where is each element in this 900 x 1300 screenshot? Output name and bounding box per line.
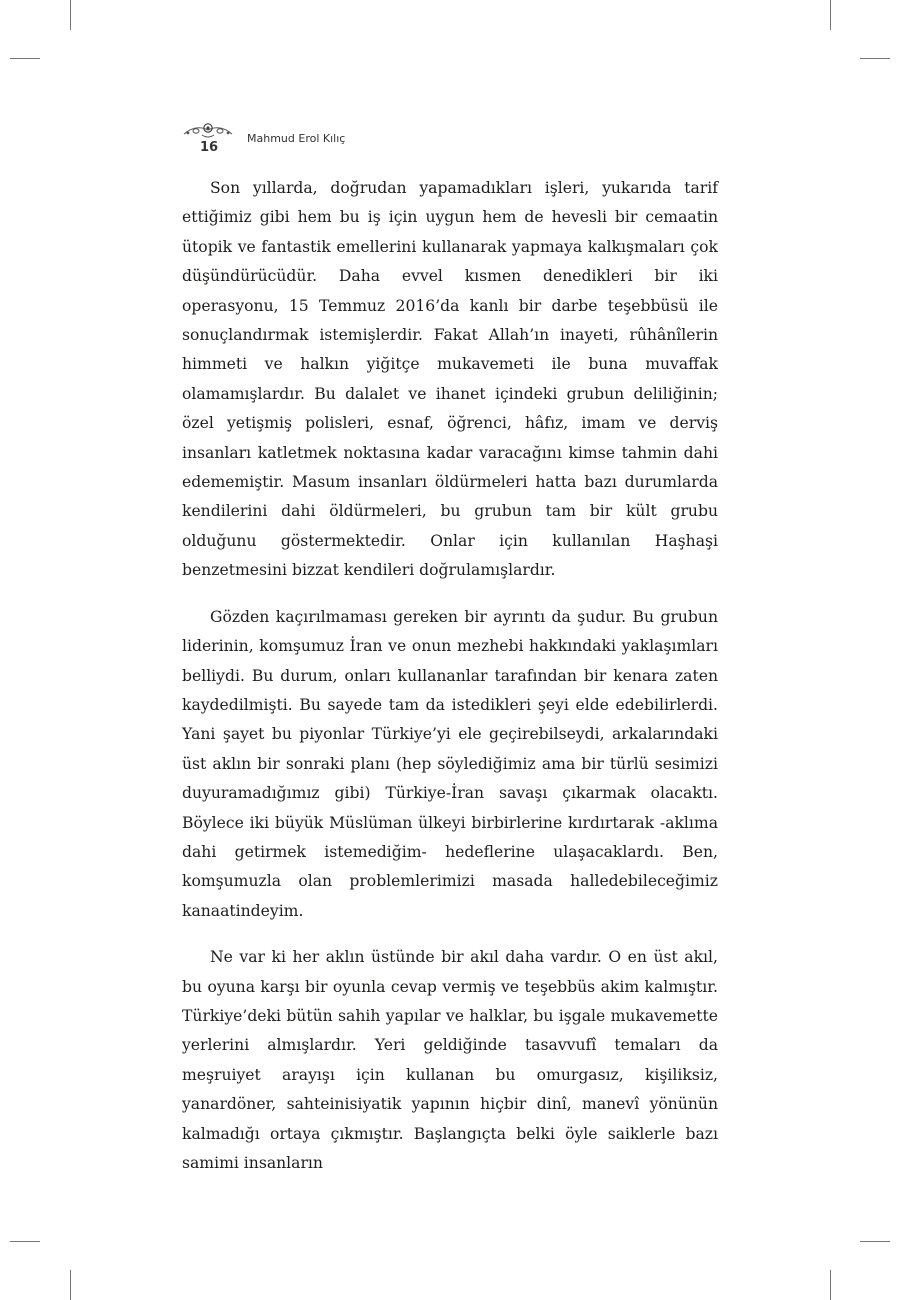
crop-mark-left-top <box>10 58 40 59</box>
paragraph: Son yıllarda, doğrudan yapamadıkları işleri, yukarıda tarif ettiğimiz gibi hem bu iş için uygun hem de hevesli bir cemaatin ütopik ve fantastik emellerini kullanarak yapmaya kalkışmaları çok düşündürücüdür. Daha evvel kısmen denedikleri bir iki operasyonu, 15 Temmuz 2016’da kanlı bir darbe teşebbüsü ile sonuçlandırmak istemişlerdir. Fakat Allah’ın inayeti, rûhânîlerin himmeti ve halkın yiğitçe mukavemeti ile buna muvaffak olamamışlardır. Bu dalalet ve ihanet içindeki grubun deliliğinin; özel yetişmiş polisleri, esnaf, öğrenci, hâfız, imam ve derviş insanları katletmek noktasına kadar varacağını kimse tahmin dahi edememiştir. Masum insanları öldürmeleri hatta bazı durumlarda kendilerini dahi öldürmeleri, bu grubun tam bir kült grubu olduğunu göstermektedir. Onlar için kullanılan Haşhaşi benzetmesini bizzat kendileri doğrulamışlardır. <box>182 179 718 580</box>
crop-mark-right-top <box>860 58 890 59</box>
crop-mark-left-bottom <box>10 1241 40 1242</box>
crop-mark-top-left <box>70 0 71 30</box>
paragraph: Ne var ki her aklın üstünde bir akıl daha vardır. O en üst akıl, bu oyuna karşı bir oyunla cevap vermiş ve teşebbüs akim kalmıştır. Türkiye’deki bütün sahih yapılar ve halklar, bu işgale mukavemette yerlerini almışlardır. Yeri geldiğinde tasavvufî temaları da meşruiyet arayışı için kullanan bu omurgasız, kişiliksiz, yanardöner, sahteinisiyatik yapının hiçbir dinî, manevî yönünün kalmadığı ortaya çıkmıştır. Başlangıçta belki öyle saiklerle bazı samimi insanların <box>182 948 718 1172</box>
crop-mark-top-right <box>830 0 831 30</box>
page-number: 16 <box>200 140 219 155</box>
crop-mark-right-bottom <box>860 1241 890 1242</box>
floral-ornament-icon <box>182 120 234 140</box>
running-head-author: Mahmud Erol Kılıç <box>247 132 346 145</box>
running-head <box>182 120 382 160</box>
crop-mark-bottom-left <box>70 1270 71 1300</box>
paragraph: Gözden kaçırılmaması gereken bir ayrıntı da şudur. Bu grubun liderinin, komşumuz İran ve onun mezhebi hakkındaki yaklaşımları belliydi. Bu durum, onları kullananlar tarafından bir kenara zaten kaydedilmişti. Bu sayede tam da istedikleri şeyi elde edebilirlerdi. Yani şayet bu piyonlar Türkiye’yi ele geçirebilseydi, arkalarındaki üst aklın bir sonraki planı (hep söylediğimiz ama bir türlü sesimizi duyuramadığımız gibi) Türkiye-İran savaşı çıkarmak olacaktı. Böylece iki büyük Müslüman ülkeyi birbirlerine kırdırtarak -aklıma dahi getirmek istemediğim- hedeflerine ulaşacaklardı. Ben, komşumuzla olan problemlerimizi masada halledebileceğimiz kanaatindeyim. <box>182 607 718 920</box>
crop-mark-bottom-right <box>830 1270 831 1300</box>
body-text <box>182 174 718 1195</box>
